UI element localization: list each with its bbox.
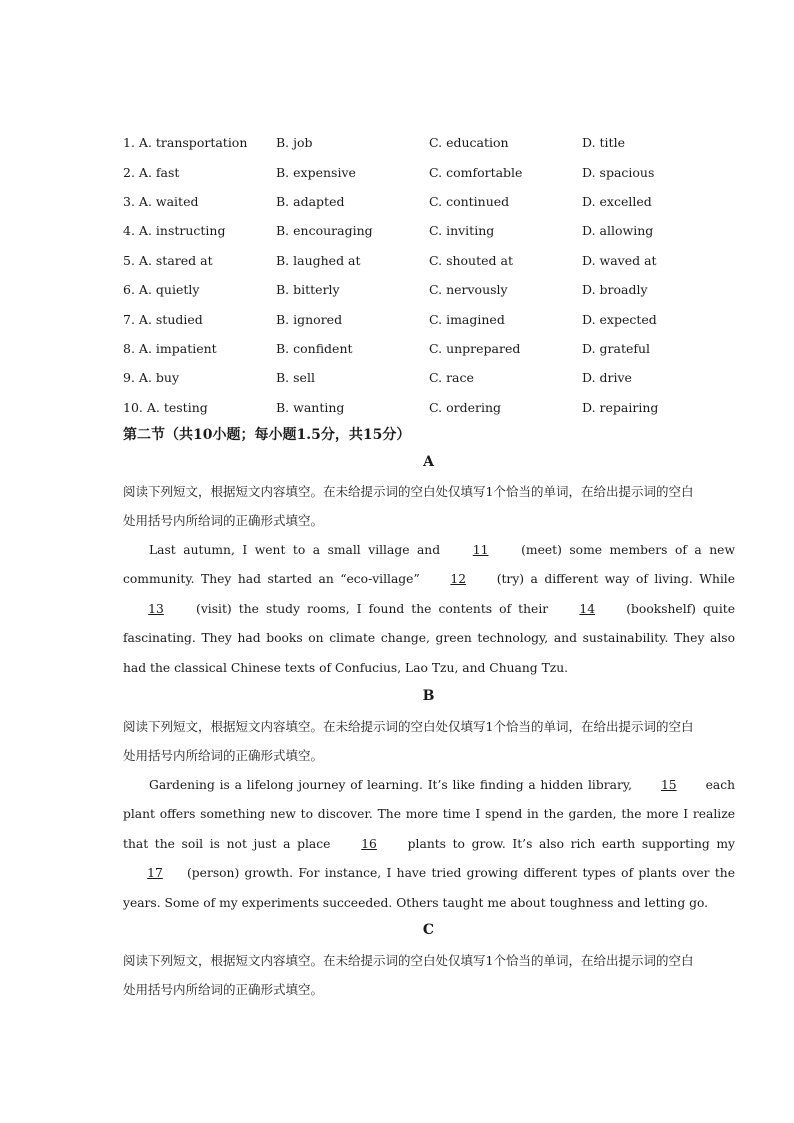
option-b: B. ignored [276,311,343,327]
option-row-6 [123,275,743,304]
option-a [123,135,276,150]
option-row-9 [123,363,743,392]
option-a-text: A. impatient [138,340,217,356]
passage-b-part-3: plants to grow. It’s also rich earth supporting my [401,836,736,851]
option-d: D. expected [582,311,657,327]
question-number: 5. [123,252,135,268]
instruction-line-1: 阅读下列短文，根据短文内容填空。在未给提示词的空白处仅填写1个恰当的单词，在给出提示词的空白 [123,484,694,499]
option-b: B. confident [276,340,353,356]
option-a-text: A. fast [138,164,180,180]
option-a [123,194,276,209]
option-a-text: A. instructing [138,223,226,239]
option-row-2 [123,157,743,186]
option-b: B. expensive [276,164,356,180]
instruction-line-1: 阅读下列短文，根据短文内容填空。在未给提示词的空白处仅填写1个恰当的单词，在给出提示词的空白 [123,719,694,734]
option-a [123,223,276,238]
passage-b-text [123,771,735,918]
question-number: 6. [123,282,135,298]
option-d: D. grateful [582,340,651,356]
option-a [123,341,276,356]
passage-c-letter: C [422,922,435,938]
option-d: D. waved at [582,252,657,268]
instruction-line-2: 处用括号内所给词的正确形式填空。 [123,748,324,764]
option-b: B. job [276,135,313,151]
question-number: 3. [123,193,135,209]
passage-b-part-1: Gardening is a lifelong journey of learning. It’s like finding a hidden library, [149,778,637,792]
passage-a-part-4: (visit) the study rooms, I found the contents of their [189,601,556,616]
question-number: 7. [123,311,135,327]
option-c: C. ordering [429,399,501,415]
option-b: B. encouraging [276,223,373,239]
option-d: D. broadly [582,282,648,298]
option-b: B. sell [276,370,315,386]
blank-13[interactable]: 13 [148,601,164,616]
passage-a-letter: A [423,454,434,470]
option-d: D. title [582,135,625,151]
option-a [123,400,276,415]
passage-a-part-3: (try) a different way of living. While [490,572,736,587]
option-c: C. nervously [429,282,508,298]
blank-12[interactable]: 12 [450,572,467,587]
passage-b-part-2: each plant offers something new to discover. The more time I spend in the garden, the more I realize that the soil is not just a place [123,778,735,851]
option-b: B. wanting [276,399,345,415]
option-c: C. comfortable [429,164,523,180]
option-d: D. allowing [582,223,654,239]
option-a-text: A. testing [146,399,208,415]
option-c: C. unprepared [429,340,521,356]
passage-a-text [123,536,735,683]
passage-a-part-5: (bookshelf) quite fascinating. They had books on climate change, green technology, and sustainability. They also had the classical Chinese texts of Confucius, Lao Tzu, and Chuang Tzu. [123,601,735,675]
option-row-10 [123,393,743,422]
blank-16[interactable]: 16 [361,836,377,851]
blank-11[interactable]: 11 [472,543,489,557]
option-row-7 [123,304,743,333]
option-c: C. continued [429,193,510,209]
option-b: B. laughed at [276,252,361,268]
instruction-line-2: 处用括号内所给词的正确形式填空。 [123,982,324,998]
blank-15[interactable]: 15 [660,778,677,792]
question-number: 4. [123,223,135,239]
option-b: B. bitterly [276,282,340,298]
instruction-line-1: 阅读下列短文，根据短文内容填空。在未给提示词的空白处仅填写1个恰当的单词，在给出提示词的空白 [123,953,694,968]
option-d: D. repairing [582,399,659,415]
option-a-text: A. stared at [138,252,213,268]
option-row-3 [123,187,743,216]
blank-17[interactable]: 17 [147,866,163,881]
option-a [123,253,276,268]
passage-b-part-4: (person) growth. For instance, I have tried growing different types of plants over the years. Some of my experiments succeeded. Others taught me about toughness and letting go. [123,866,735,910]
blank-14[interactable]: 14 [579,601,596,616]
option-a [123,165,276,180]
option-d: D. drive [582,370,632,386]
option-a-text: A. waited [138,193,199,209]
option-a-text: A. transportation [138,135,248,151]
option-c: C. education [429,135,509,151]
question-number: 1. [123,135,135,151]
option-a [123,312,276,327]
passage-a-instructions [123,477,743,536]
option-b: B. adapted [276,193,345,209]
option-c: C. inviting [429,223,495,239]
question-number: 10. [123,399,143,415]
question-number: 2. [123,164,135,180]
option-d: D. excelled [582,193,652,209]
passage-b-letter: B [422,688,435,704]
passage-b-instructions [123,712,743,771]
option-row-5 [123,246,743,275]
option-d: D. spacious [582,164,655,180]
option-grid [123,128,743,422]
instruction-line-2: 处用括号内所给词的正确形式填空。 [123,513,324,529]
option-c: C. race [429,370,474,386]
option-c: C. imagined [429,311,505,327]
option-a-text: A. studied [138,311,203,327]
option-row-1 [123,128,743,157]
option-a [123,282,276,297]
question-number: 9. [123,370,135,386]
option-a-text: A. quietly [138,282,200,298]
option-row-4 [123,216,743,245]
passage-c-instructions [123,946,743,1005]
option-row-8 [123,334,743,363]
option-a-text: A. buy [138,370,180,386]
option-c: C. shouted at [429,252,513,268]
passage-a-part-1: Last autumn, I went to a small village and [149,543,448,557]
section-title: 第二节（共10小题；每小题1.5分，共15分） [123,427,411,443]
question-number: 8. [123,340,135,356]
option-a [123,370,276,385]
passage-a-part-2: (meet) some members of a new community. They had started an “eco-village” [123,543,735,587]
